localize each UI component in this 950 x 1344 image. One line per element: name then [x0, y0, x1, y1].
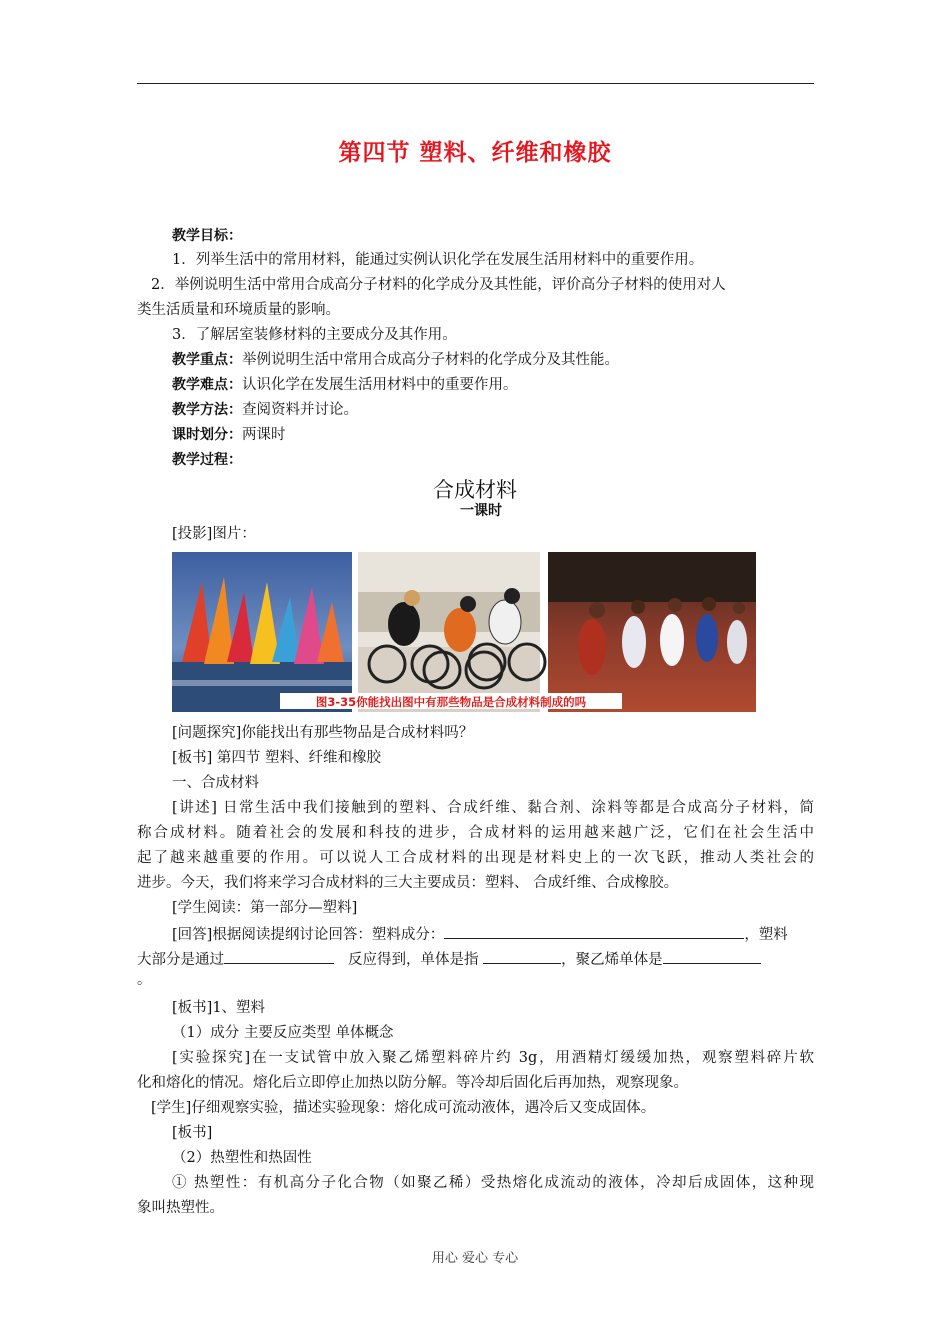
figure-intro: [投影]图片： — [172, 526, 256, 542]
key-point-label: 教学重点： — [172, 352, 242, 368]
board-writing-1: [板书] 第四节 塑料、纤维和橡胶 — [172, 750, 382, 766]
thermoplastic-line-2: 象叫热塑性。 — [137, 1200, 224, 1216]
hours — [172, 425, 286, 445]
difficulty — [172, 375, 518, 395]
objective-3: 3．了解居室装修材料的主要成分及其作用。 — [172, 327, 457, 343]
answer-text-d: 反应得到，单体是指 — [348, 952, 484, 968]
board-writing-2: [板书]1、塑料 — [172, 1000, 266, 1016]
answer-line-3: 。 — [137, 972, 152, 988]
sprint-photo — [548, 552, 756, 712]
page-title: 第四节 塑料、纤维和橡胶 — [338, 140, 612, 166]
objective-1: 1．列举生活中的常用材料，能通过实例认识化学在发展生活用材料中的重要作用。 — [172, 252, 704, 268]
method-label: 教学方法： — [172, 402, 242, 418]
part-1-heading: 一、合成材料 — [172, 775, 259, 791]
hours-value: 两课时 — [242, 427, 286, 443]
board-writing-2-sub: （1）成分 主要反应类型 单体概念 — [172, 1025, 394, 1041]
board-writing-3-sub: （2）热塑性和热固性 — [172, 1150, 312, 1166]
sports-photo-figure — [172, 552, 756, 712]
page-footer: 用心 爱心 专心 — [431, 1251, 519, 1266]
answer-blank-4 — [663, 948, 761, 964]
objective-2-line2: 类生活质量和环境质量的影响。 — [137, 302, 340, 318]
experiment-line-1: [实验探究]在一支试管中放入聚乙烯塑料碎片约 3g，用酒精灯缓缓加热，观察塑料碎片软 — [172, 1050, 814, 1066]
method — [172, 400, 358, 420]
figure-caption-banner — [280, 693, 622, 709]
method-value: 查阅资料并讨论。 — [242, 402, 358, 418]
experiment-line-2: 化和熔化的情况。熔化后立即停止加热以防分解。等冷却后固化后再加热，观察现象。 — [137, 1075, 688, 1091]
objectives-heading: 教学目标： — [172, 228, 242, 244]
header-rule — [137, 83, 814, 84]
windsurf-photo — [172, 552, 352, 712]
figure-caption: 图3-35你能找出图中有那些物品是合成材料制成的吗 — [315, 695, 587, 709]
question-inquiry: [问题探究]你能找出有那些物品是合成材料吗？ — [172, 725, 474, 741]
objective-2-line1: 2．举例说明生活中常用合成高分子材料的化学成分及其性能，评价高分子材料的使用对人 — [151, 277, 726, 293]
lecture-line-3: 起了越来越重要的作用。可以说人工合成材料的出现是材料史上的一次飞跃，推动人类社会的 — [137, 850, 814, 866]
difficulty-value: 认识化学在发展生活用材料中的重要作用。 — [242, 377, 518, 393]
student-observation: [学生]仔细观察实验，描述实验现象：熔化成可流动液体，遇冷后又变成固体。 — [151, 1100, 656, 1116]
cycling-photo — [358, 552, 545, 712]
key-point-value: 举例说明生活中常用合成高分子材料的化学成分及其性能。 — [242, 352, 619, 368]
board-writing-3: [板书] — [172, 1125, 213, 1141]
answer-text-e: ，聚乙烯单体是 — [561, 952, 663, 968]
section-subtitle: 一课时 — [460, 503, 502, 519]
student-reading: [学生阅读：第一部分—塑料] — [172, 900, 358, 916]
answer-text-a: [回答]根据阅读提纲讨论回答：塑料成分： — [172, 927, 445, 943]
lecture-line-1: [讲述] 日常生活中我们接触到的塑料、合成纤维、黏合剂、涂料等都是合成高分子材料，简 — [172, 800, 814, 816]
answer-text-b: ，塑料 — [744, 927, 788, 943]
lecture-line-4: 进步。今天，我们将来学习合成材料的三大主要成员：塑料、 合成纤维、合成橡胶。 — [137, 875, 679, 891]
answer-line-1 — [172, 923, 788, 945]
lecture-line-2: 称合成材料。随着社会的发展和科技的进步，合成材料的运用越来越广泛，它们在社会生活中 — [137, 825, 814, 841]
answer-text-c: 大部分是通过 — [137, 952, 224, 968]
answer-blank-3 — [483, 948, 561, 964]
thermoplastic-line-1: ① 热塑性：有机高分子化合物（如聚乙稀）受热熔化成流动的液体，冷却后成固体，这种现 — [172, 1175, 814, 1191]
hours-label: 课时划分： — [172, 427, 242, 443]
process-label: 教学过程： — [172, 452, 242, 468]
difficulty-label: 教学难点： — [172, 377, 242, 393]
answer-blank-1 — [444, 923, 744, 939]
key-point — [172, 350, 619, 370]
answer-blank-2 — [224, 948, 334, 964]
answer-line-2 — [137, 948, 761, 970]
section-title: 合成材料 — [433, 478, 517, 502]
